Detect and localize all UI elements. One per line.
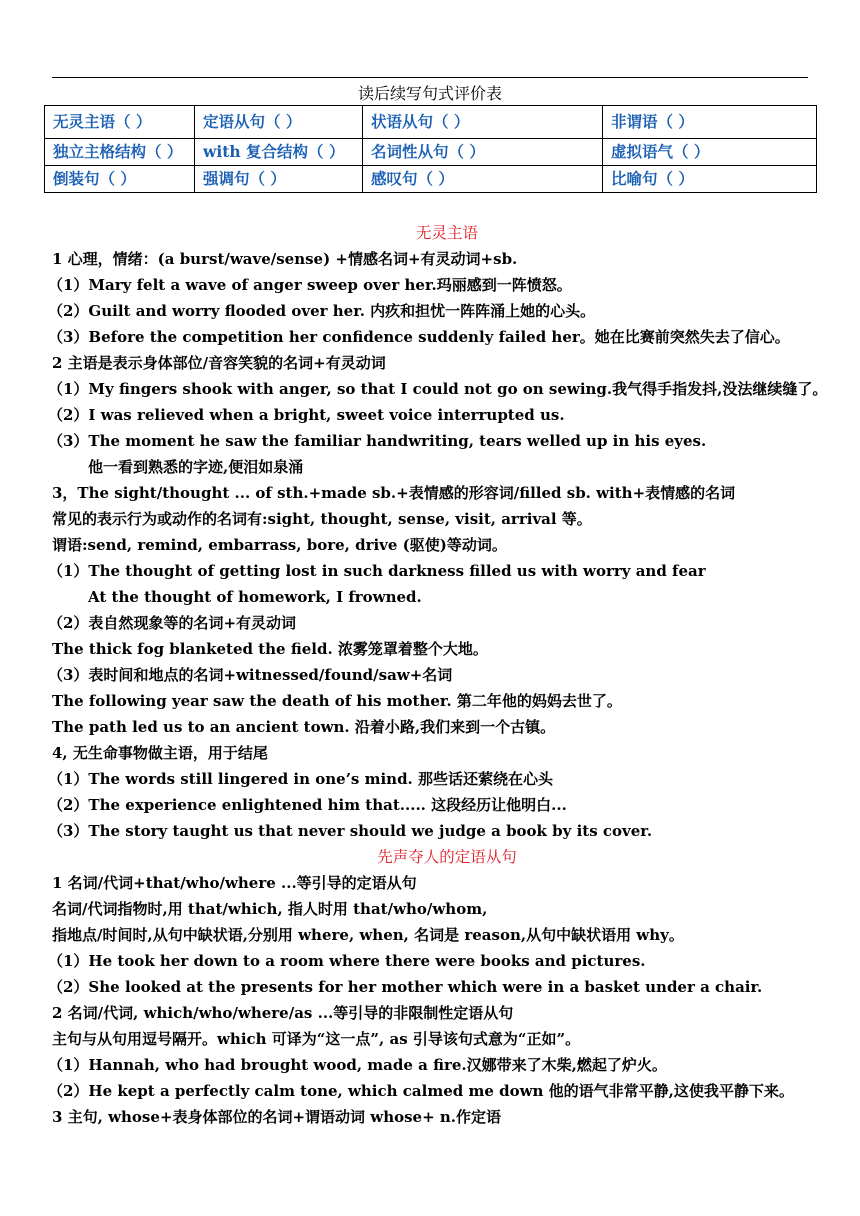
table-row [45, 139, 817, 166]
table-cell: 无灵主语（ ） [45, 106, 195, 139]
example-line: （1）Mary felt a wave of anger sweep over her.玛丽感到一阵愤怒。 [48, 276, 572, 294]
rule-line: 2 主语是表示身体部位/音容笑貌的名词+有灵动词 [52, 354, 386, 372]
table-row [45, 106, 817, 139]
example-line: （2）He kept a perfectly calm tone, which calmed me down 他的语气非常平静,这使我平静下来。 [48, 1082, 794, 1100]
table-cell: 状语从句（ ） [363, 106, 603, 139]
rule-line: 3 主句, whose+表身体部位的名词+谓语动词 whose+ n.作定语 [52, 1108, 502, 1126]
table-title: 读后续写句式评价表 [357, 84, 502, 103]
note-line: 主句与从句用逗号隔开。which 可译为“这一点”, as 引导该句式意为“正如”。 [52, 1030, 581, 1048]
example-line: The thick fog blanketed the field. 浓雾笼罩着整个大地。 [52, 640, 488, 658]
table-cell: 感叹句（ ） [363, 166, 603, 193]
section-heading: 先声夺人的定语从句 [377, 848, 517, 866]
example-line: （2）Guilt and worry flooded over her. 内疚和担忧一阵阵涌上她的心头。 [48, 302, 596, 320]
example-line: （2）The experience enlightened him that..... 这段经历让他明白... [48, 796, 567, 814]
top-rule [52, 77, 808, 78]
example-line: （1）My fingers shook with anger, so that I could not go on sewing.我气得手指发抖,没法继续缝了。 [48, 380, 828, 398]
example-line: （1）He took her down to a room where there were books and pictures. [48, 952, 646, 970]
note-line: 常见的表示行为或动作的名词有:sight, thought, sense, visit, arrival 等。 [52, 510, 592, 528]
table-cell: 强调句（ ） [195, 166, 363, 193]
table-cell: 虚拟语气（ ） [603, 139, 817, 166]
example-line: The path led us to an ancient town. 沿着小路,我们来到一个古镇。 [52, 718, 556, 736]
example-line: （1）Hannah, who had brought wood, made a fire.汉娜带来了木柴,燃起了炉火。 [48, 1056, 667, 1074]
example-line: （3）The story taught us that never should we judge a book by its cover. [48, 822, 653, 840]
document-body [48, 220, 842, 1130]
table-cell: 比喻句（ ） [603, 166, 817, 193]
example-line: At the thought of homework, I frowned. [88, 588, 422, 606]
rule-line: 3，The sight/thought ... of sth.+made sb.+表情感的形容词/filled sb. with+表情感的名词 [52, 484, 736, 502]
rule-line: （3）表时间和地点的名词+witnessed/found/saw+名词 [48, 666, 453, 684]
example-line: The following year saw the death of his mother. 第二年他的妈妈去世了。 [52, 692, 622, 710]
table-cell: 倒装句（ ） [45, 166, 195, 193]
example-line: （1）The thought of getting lost in such darkness filled us with worry and fear [48, 562, 706, 580]
rule-line: 2 名词/代词, which/who/where/as ...等引导的非限制性定语从句 [52, 1004, 514, 1022]
note-line: 指地点/时间时,从句中缺状语,分别用 where, when, 名词是 reason,从句中缺状语用 why。 [52, 926, 684, 944]
example-line: （3）The moment he saw the familiar handwriting, tears welled up in his eyes. [48, 432, 707, 450]
translation-line: 他一看到熟悉的字迹,便泪如泉涌 [88, 458, 304, 476]
example-line: （3）Before the competition her confidence suddenly failed her。她在比赛前突然失去了信心。 [48, 328, 790, 346]
table-cell: with 复合结构（ ） [195, 139, 363, 166]
rule-line: （2）表自然现象等的名词+有灵动词 [48, 614, 297, 632]
table-cell: 独立主格结构（ ） [45, 139, 195, 166]
rule-line: 4, 无生命事物做主语，用于结尾 [52, 744, 268, 762]
section-heading: 无灵主语 [415, 224, 478, 242]
example-line: （2）I was relieved when a bright, sweet voice interrupted us. [48, 406, 565, 424]
table-cell: 非谓语（ ） [603, 106, 817, 139]
table-row [45, 166, 817, 193]
example-line: （1）The words still lingered in one’s mind. 那些话还萦绕在心头 [48, 770, 554, 788]
note-line: 名词/代词指物时,用 that/which, 指人时用 that/who/whom, [52, 900, 488, 918]
rule-line: 1 心理，情绪：(a burst/wave/sense) +情感名词+有灵动词+sb. [52, 250, 518, 268]
note-line: 谓语:send, remind, embarrass, bore, drive (驱使)等动词。 [52, 536, 507, 554]
table-cell: 定语从句（ ） [195, 106, 363, 139]
table-cell: 名词性从句（ ） [363, 139, 603, 166]
rule-line: 1 名词/代词+that/who/where ...等引导的定语从句 [52, 874, 417, 892]
example-line: （2）She looked at the presents for her mother which were in a basket under a chair. [48, 978, 763, 996]
evaluation-table [44, 105, 817, 193]
